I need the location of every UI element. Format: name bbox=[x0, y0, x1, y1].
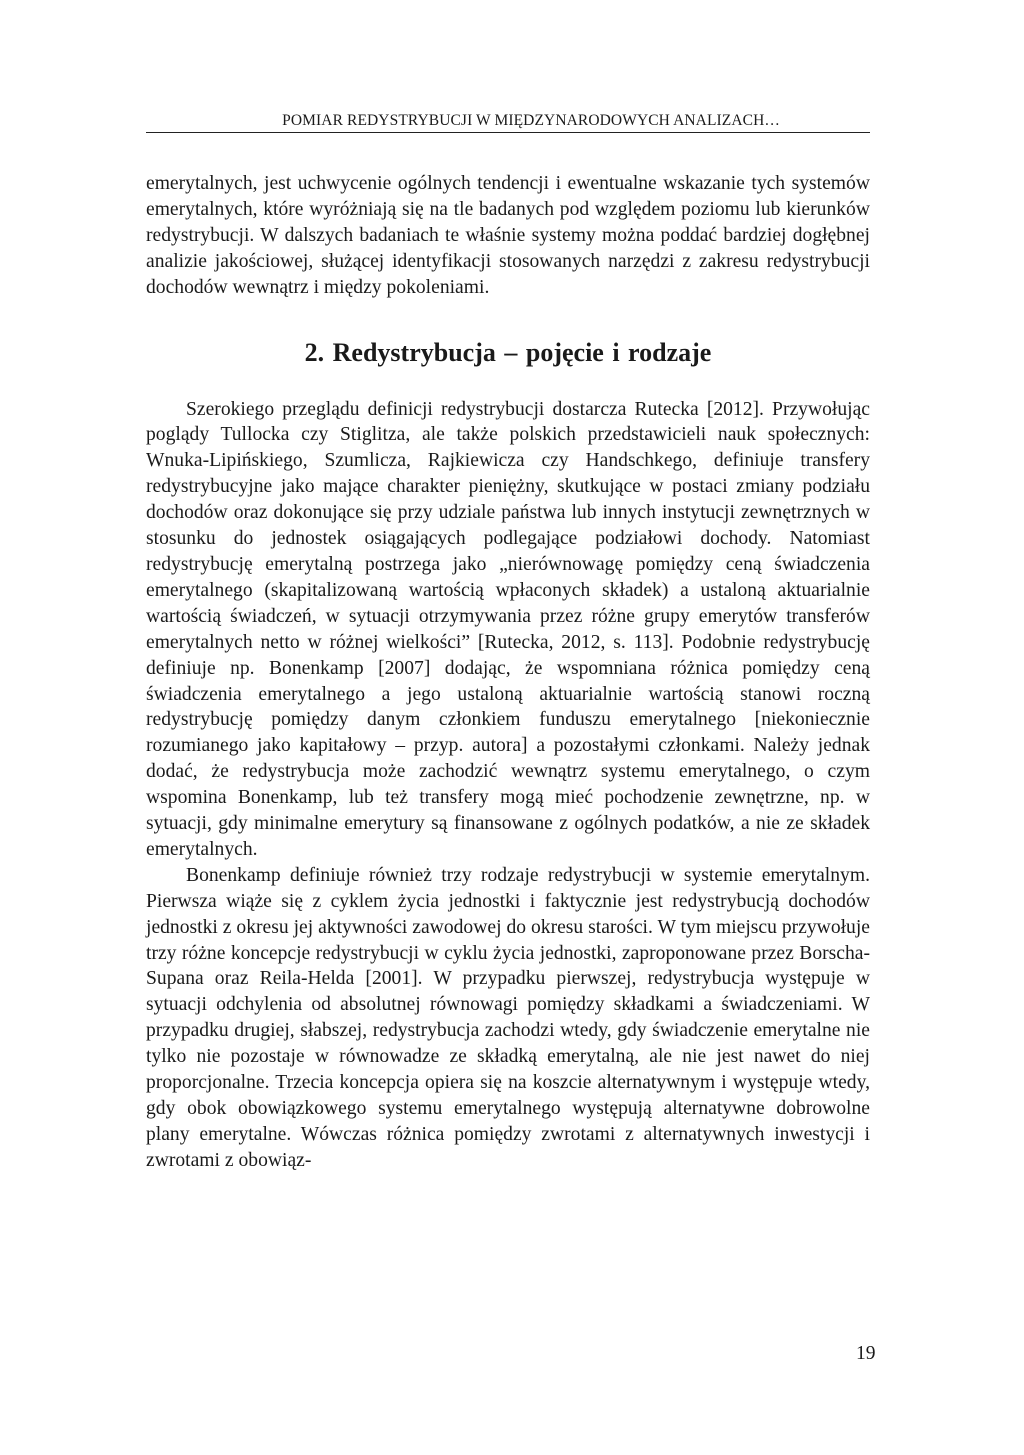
paragraph-types: Bonenkamp definiuje również trzy rodzaje redystrybucji w systemie emerytalnym. Pierwsza wiąże się z cyklem życia jednostki i faktycznie jest redystrybucją dochodów jednostki z okresu jej aktywności zawodowej do okresu starości. W tym miejscu przywołuje trzy różne koncepcje redystrybucji w cyklu życia jednostki, zaproponowane przez Borscha-Supana oraz Reila-Helda [2001]. W przypadku pierwszej, redystrybucja występuje w sytuacji odchylenia od absolutnej równowagi pomiędzy składkami a świadczeniami. W przypadku drugiej, słabszej, redystrybucja zachodzi wtedy, gdy świadczenie emerytalne nie tylko nie pozostaje w równowadze ze składką emerytalną, ale nie jest nawet do niej proporcjonalne. Trzecia koncepcja opiera się na koszcie alternatywnym i występuje wtedy, gdy obok obowiązkowego systemu emerytalnego występują alternatywne dobrowolne plany emerytalne. Wówczas różnica pomiędzy zwrotami z alternatywnych inwestycji i zwrotami z obowiąz- bbox=[146, 864, 870, 1171]
paragraph-definitions: Szerokiego przeglądu definicji redystrybucji dostarcza Rutecka [2012]. Przywołując poglądy Tullocka czy Stiglitza, ale także polskich przedstawicieli nauk społecznych: Wnuka-Lipińskiego, Szumlicza, Rajkiewicza czy Handschkego, definiuje transfery redystrybucyjne jako mające charakter pieniężny, skutkujące w postaci zmiany podziału dochodów oraz dokonujące się przy udziale państwa lub innych instytucji zewnętrznych w stosunku do jednostek osiągających podlegające podziałowi dochody. Natomiast redystrybucję emerytalną postrzega jako „nierównowagę pomiędzy ceną świadczenia emerytalnego (skapitalizowaną wartością wpłaconych składek) a ustaloną aktuarialnie wartością świadczeń, w sytuacji otrzymywania przez różne grupy emerytów transferów emerytalnych netto w różnej wielkości” [Rutecka, 2012, s. 113]. Podobnie redystrybucję definiuje np. Bonenkamp [2007] dodając, że wspomniana różnica pomiędzy ceną świadczenia emerytalnego a jego ustaloną aktuarialnie wartością stanowi roczną redystrybucję pomiędzy danym członkiem funduszu emerytalnego [niekoniecznie rozumianego jako kapitałowy – przyp. autora] a pozostałymi członkami. Należy jednak dodać, że redystrybucja może zachodzić wewnątrz systemu emerytalnego, o czym wspomina Bonenkamp, lub też transfery mogą mieć pochodzenie zewnętrzne, np. w sytuacji, gdy minimalne emerytury są finansowane z ogólnych podatków, a nie ze składek emerytalnych. bbox=[146, 398, 870, 860]
running-header: POMIAR REDYSTRYBUCJI W MIĘDZYNARODOWYCH ANALIZACH… bbox=[146, 112, 870, 133]
paragraph-continued: emerytalnych, jest uchwycenie ogólnych tendencji i ewentualne wskazanie tych systemów emerytalnych, które wyróżniają się na tle badanych pod względem poziomu lub kierunków redystrybucji. W dalszych badaniach te właśnie systemy można poddać bardziej dogłębnej analizie jakościowej, służącej identyfikacji stosowanych narzędzi z zakresu redystrybucji dochodów wewnątrz i między pokoleniami. bbox=[146, 173, 870, 298]
document-page bbox=[146, 112, 870, 1174]
page-number: 19 bbox=[856, 1343, 876, 1364]
section-heading: 2. Redystrybucja – pojęcie i rodzaje bbox=[304, 337, 712, 367]
